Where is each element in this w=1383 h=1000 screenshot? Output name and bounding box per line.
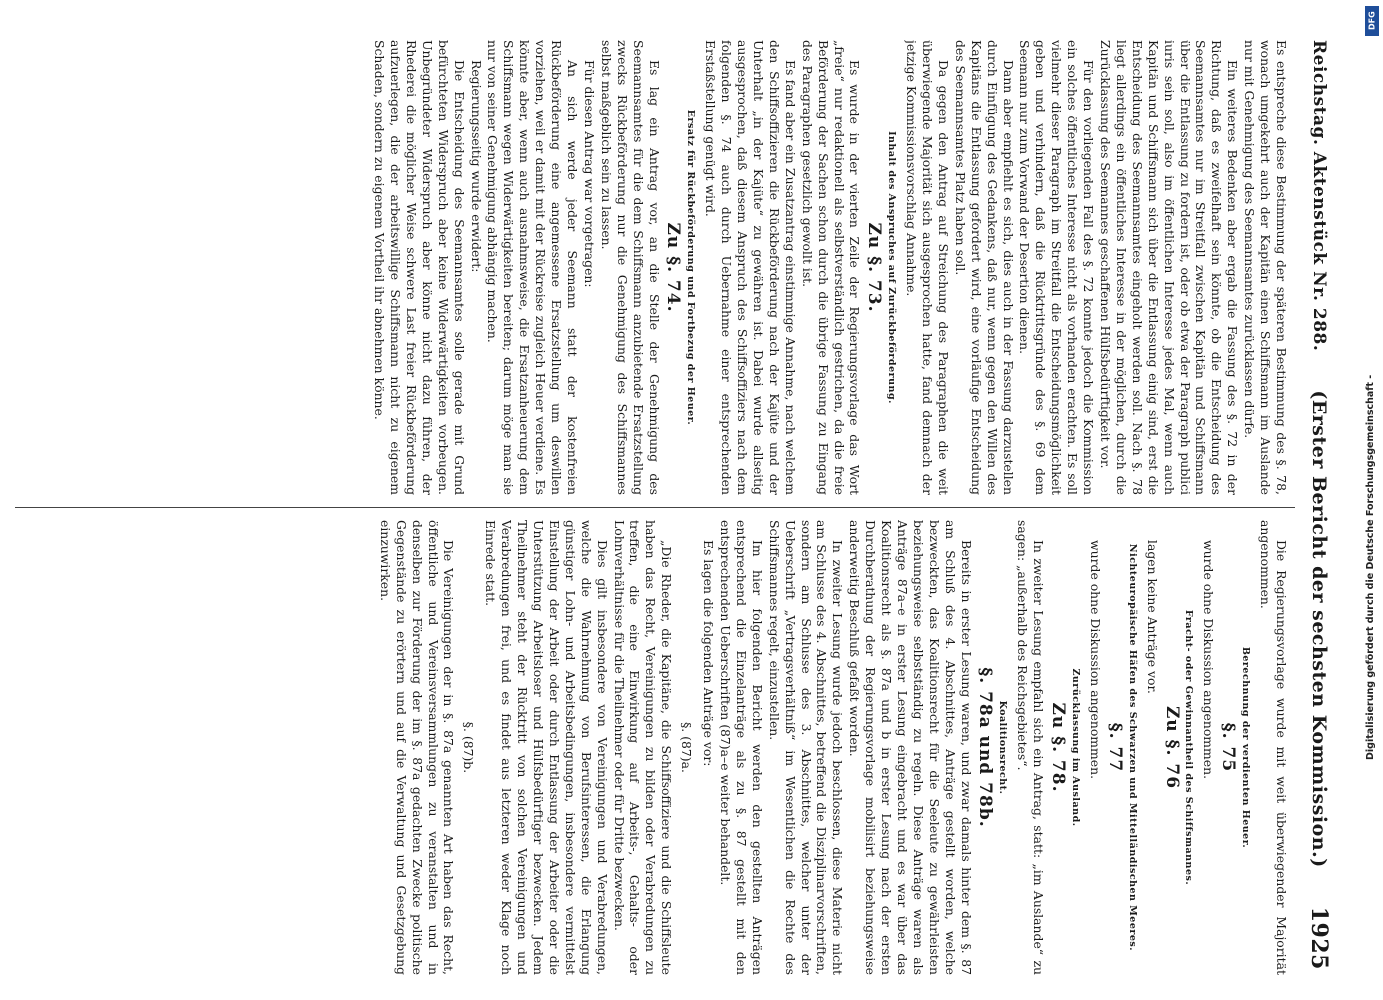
paragraph-heading — [1161, 520, 1182, 975]
heading-prefix: Zu — [663, 222, 684, 250]
paragraph: In zweiter Lesung wurde jedoch beschlossen, diese Materie nicht am Schlusse des 4. Abschnittes, betreffend die Disziplinarvorschriften, sondern am Schlusse des 3. Abschnittes, welcher unter der Ueberschrift „Vertragsverhältniß“ im Wesentlichen die Rechte des Schiffsmannes regelt, einzustellen. — [766, 520, 846, 975]
paragraph: Es lagen die folgenden Anträge vor: — [701, 540, 717, 767]
section-title: Koalitionsrecht. — [997, 700, 1009, 795]
paragraph: Es lag ein Antrag vor, an die Stelle der Genehmigung des Seemannsamtes für die dem Schiffsmann anzubietende Ersatzstellung zwecks Rückbeförderung nur die Genehmigung des Schiffsmannes selbst maßgeblich sein zu lassen. — [598, 40, 662, 495]
paragraph: An sich werde jeder Seemann statt der kostenfreien Rückbeförderung eine angemessene Ersatzstellung um deswillen vorziehen, weil er damit mit der Rückreise zugleich Heuer verdiene. Es könnte aber, wenn auch ausnahmsweise, die Ersatzanheuerung dem Schiffsmann wegen Widerwärtigkeiten bereiten; darum möge man sie nur von seiner Genehmigung abhängig machen. — [485, 40, 581, 495]
paragraph-heading: §. 77 — [1104, 722, 1125, 773]
heading-number: §. 73. — [864, 256, 885, 313]
heading-prefix: Zu — [1161, 705, 1182, 733]
paragraph: wurde ohne Diskussion angenommen. — [1087, 540, 1103, 780]
section-title: Fracht- oder Gewinnantheil des Schiffsmannes. — [1183, 609, 1195, 886]
paragraph: Im hier folgenden Bericht werden den gestellten Anträgen entsprechend die Einzelanträge als zu §. 87 gestellt mit den entsprechenden Ueberschriften (87)a–e weiter behandelt. — [718, 520, 765, 975]
paragraph-heading: §. (87)a. — [679, 722, 695, 773]
paragraph-heading: §. 75 — [1218, 722, 1239, 773]
paragraph: Bereits in erster Lesung waren, und zwar damals hinter dem §. 87 am Schluß des 4. Abschnittes, Anträge gestellt worden, welche bezweckten, das Koalitionsrecht für die Seeleute zu gewährleisten beziehungsweise selbstständig zu regeln. Diese Anträge waren als Anträge 87a–e in erster Lesung eingebracht und es war über das Koalitionsrecht als §. 87a und b in erster Lesung nach der ersten Durchberathung der Regierungsvorlage mobilisirt beziehungsweise anderweitig Beschluß gefaßt worden. — [847, 520, 974, 975]
heading-number: §. 78. — [1048, 736, 1069, 793]
paragraph-heading — [1048, 520, 1069, 975]
header-center: (Erster Bericht der sechsten Kommission.) — [1308, 390, 1330, 868]
section-title: Ersatz für Rückbeförderung und Fortbezug der Heuer. — [685, 109, 697, 426]
page-header — [1299, 40, 1339, 970]
paragraph: Es wurde in der vierten Zeile der Regierungsvorlage das Wort „freie“ nur redaktionell als selbstverständlich gestrichen, da die freie Beförderung der Sachen schon durch die übrige Fassung zu Eingang des Paragraphen gesetzlich gewollt ist. — [799, 40, 863, 495]
paragraph: „Die Rheder, die Kapitäne, die Schiffsoffiziere und die Schiffsleute haben das Recht, Vereinigungen zu bilden oder Verabredungen zu treffen, die eine Einwirkung auf Arbeits-, Gehalts- oder Lohnverhältnisse für die Theilnehmer oder für Dritte bezwecken. — [611, 520, 675, 975]
paragraph: Ein weiteres Bedenken aber ergab die Fassung des §. 72 in der Richtung, daß es zweifelhaft sein könnte, ob die Entscheidung des Seemannsamtes nur im Streitfall zwischen Kapitän und Schiffsmann über die Entlassung zu fordern ist, oder ob etwa der Paragraph publici iuris sein soll, also im öffentlichen Interesse jedes Mal, wenn auch Kapitän und Schiffsmann sich über die Entlassung einig sind, erst die Entscheidung des Seemannsamtes eingeholt werden soll. Nach §. 78 liegt allerdings ein öffentliches Interesse in der möglichen, durch die Zurücklassung des Seemannes geschaffenen Hülfsbedürftigkeit vor. — [1098, 40, 1241, 495]
paragraph: lagen keine Anträge vor. — [1144, 540, 1160, 694]
paragraph: Für den vorliegenden Fall des §. 72 konnte jedoch die Kommission ein solches öffentliches Interesse nicht als vorhanden erachten. Es soll vielmehr dieser Paragraph im Streitfall die Entscheidungsmöglichkeit geben und verhindern, daß die Rücktrittsgründe des §. 69 dem Seemann nur zum Vorwand der Desertion dienen. — [1017, 40, 1097, 495]
section-title: Inhalt des Anspruches auf Zurückbeförderung. — [886, 131, 898, 404]
paragraph: Dies gilt insbesondere von Vereinigungen und Verabredungen, welche die Wahrnehmung von Berufsinteressen, die Erlangung günstiger Lohn- und Arbeitsbedingungen, insbesondere vermittelst Einstellung der Arbeit oder durch Entlassung der Arbeiter oder die Unterstützung Arbeitsloser und Hülfsbedürftiger bezwecken. Jedem Theilnehmer steht der Rücktritt von solchen Vereinigungen und Verabredungen frei, und es findet aus letzteren weder Klage noch Einrede statt. — [483, 520, 610, 975]
left-column — [5, 40, 1289, 495]
column-divider — [15, 507, 1295, 508]
paragraph: Regierungsseitig wurde erwidert: — [468, 60, 484, 273]
dfg-logo: DFG — [1365, 6, 1379, 36]
paragraph-heading — [864, 40, 885, 495]
paragraph: Es fand aber ein Zusatzantrag einstimmige Annahme, nach welchem den Schiffsoffizieren die Rückbeförderung nach der Kajüte und der Unterhalt „in der Kajüte“ zu gewähren ist. Dabei wurde allseitig ausgesprochen, daß diesem Anspruch des Schiffsoffiziers nach dem folgenden §. 74 auch durch Uebernahme einer entsprechenden Erstaßstellung genügt wird. — [703, 40, 798, 495]
section-title: Zurücklassung im Ausland. — [1070, 668, 1082, 827]
right-column — [5, 520, 1289, 975]
paragraph: Die Vereinigungen der in §. 87a genannten Art haben das Recht, öffentliche und Vereinsversammlungen zu veranstalten und in denselben zur Förderung der im §. 87a gedachten Zwecke politische Gegenstände zu erörtern und auf die Verwaltung und Gesetzgebung einzuwirken. — [377, 520, 457, 975]
paragraph: wurde ohne Diskussion angenommen. — [1201, 540, 1217, 780]
heading-number: §. 76 — [1161, 739, 1182, 790]
paragraph: Die Entscheidung des Seemannsamtes solle gerade mit Grund befürchteten Widerspruch aber keine Widerwärtigkeiten vorbeugen. Unbegründeter Widerspruch aber könne nicht dazu führen, der Rhederei die möglicher Weise schwere Last freier Rückbeförderung aufzuerlegen, die der arbeitswillige Schiffsmann nicht zu eigenem Schaden, sondern zu eigenem Vortheil ihr abnehmen könne. — [372, 40, 467, 495]
heading-number: §. 74. — [663, 256, 684, 313]
paragraph: Dann aber empfiehlt es sich, dies auch in der Fassung darzustellen durch Einfügung des Gedankens, daß nur, wenn gegen den Willen des Kapitäns die Entlassung gefordert wird, eine vorläufige Entscheidung des Seemannsamtes Platz haben soll. — [952, 40, 1016, 495]
section-title: Berechnung der verdienten Heuer. — [1240, 646, 1252, 849]
paragraph: Da gegen den Antrag auf Streichung des Paragraphen die weit überwiegende Majorität sich ausgesprochen hatte, fand demnach der jetzige Kommissionsvorschlag Annahme. — [904, 40, 951, 495]
header-left: Reichstag. Aktenstück Nr. 288. — [1309, 40, 1329, 352]
paragraph: Die Regierungsvorlage wurde mit weit überwiegender Majorität angenommen. — [1258, 520, 1289, 975]
heading-prefix: Zu — [1048, 702, 1069, 730]
section-title: Nichteuropäische Häfen des Schwarzen und Mittelländischen Meeres. — [1126, 543, 1138, 952]
paragraph-heading: §. (87)b. — [461, 721, 477, 774]
digitization-credit: Digitalisierung gefördert durch die Deutsche Forschungsgemeinschaft - — [1365, 374, 1376, 760]
paragraph-heading: §. 78a und 78b. — [975, 667, 996, 828]
page-number: 1925 — [1306, 906, 1332, 970]
paragraph: Für diesen Antrag war vorgetragen: — [581, 60, 597, 288]
heading-prefix: Zu — [864, 222, 885, 250]
paragraph: Es entspreche diese Bestimmung der späteren Bestimmung des §. 78, wonach umgekehrt auch der Kapitän einen Schiffsmann im Auslande nur mit Genehmigung des Seemannsamtes zurücklassen dürfe. — [1242, 40, 1289, 495]
paragraph-heading — [663, 40, 684, 495]
paragraph: In zweiter Lesung empfahl sich ein Antrag, statt: „im Auslande“ zu sagen: „außerhalb des Reichsgebietes“. — [1015, 520, 1047, 975]
